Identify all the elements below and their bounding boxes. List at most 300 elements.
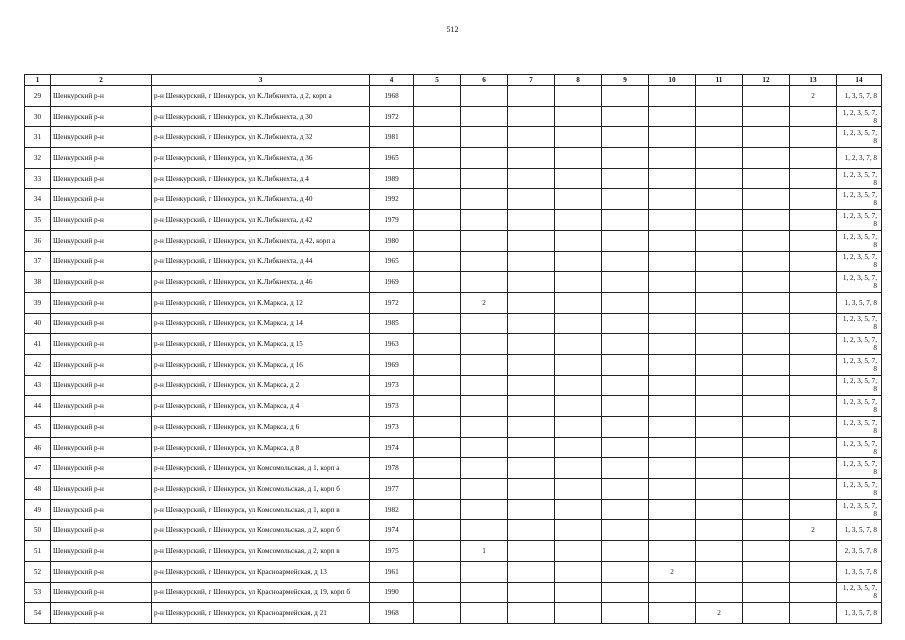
col13-cell — [790, 127, 837, 148]
empty-cell — [555, 230, 602, 251]
empty-cell — [555, 541, 602, 562]
year-cell: 1982 — [370, 499, 414, 520]
row-number: 41 — [25, 334, 51, 355]
col13-cell — [790, 272, 837, 293]
col10-cell — [649, 210, 696, 231]
codes-cell: 1, 2, 3, 5, 7, 8 — [837, 582, 882, 603]
empty-cell — [602, 417, 649, 438]
empty-cell — [555, 168, 602, 189]
year-cell: 1961 — [370, 561, 414, 582]
empty-cell — [414, 561, 461, 582]
district-cell: Шенкурский р-н — [51, 334, 152, 355]
address-cell: р-н Шенкурский, г Шенкурск, ул К.Либкнехта, д 44 — [152, 251, 370, 272]
row-number: 50 — [25, 520, 51, 541]
codes-cell: 1, 2, 3, 7, 8 — [837, 148, 882, 169]
codes-cell: 1, 2, 3, 5, 7, 8 — [837, 396, 882, 417]
table-row — [25, 230, 882, 251]
address-cell: р-н Шенкурский, г Шенкурск, ул К.Маркса, д 12 — [152, 292, 370, 313]
empty-cell — [414, 417, 461, 438]
col13-cell: 2 — [790, 86, 837, 107]
col6-cell — [461, 168, 508, 189]
address-cell: р-н Шенкурский, г Шенкурск, ул Красноармейская, д 21 — [152, 603, 370, 624]
empty-cell — [602, 210, 649, 231]
col6-cell — [461, 127, 508, 148]
col11-cell — [696, 582, 743, 603]
col6-cell: 1 — [461, 541, 508, 562]
table-row — [25, 251, 882, 272]
col10-cell — [649, 106, 696, 127]
col13-cell — [790, 189, 837, 210]
empty-cell — [508, 561, 555, 582]
empty-cell — [508, 375, 555, 396]
col6-cell — [461, 396, 508, 417]
empty-cell — [602, 520, 649, 541]
empty-cell — [555, 603, 602, 624]
empty-cell — [743, 417, 790, 438]
empty-cell — [508, 396, 555, 417]
column-header: 10 — [649, 75, 696, 86]
empty-cell — [743, 86, 790, 107]
col6-cell — [461, 561, 508, 582]
row-number: 31 — [25, 127, 51, 148]
empty-cell — [602, 313, 649, 334]
district-cell: Шенкурский р-н — [51, 127, 152, 148]
empty-cell — [602, 499, 649, 520]
empty-cell — [602, 437, 649, 458]
address-cell: р-н Шенкурский, г Шенкурск, ул К.Маркса, д 15 — [152, 334, 370, 355]
row-number: 53 — [25, 582, 51, 603]
empty-cell — [743, 272, 790, 293]
empty-cell — [508, 230, 555, 251]
col13-cell — [790, 458, 837, 479]
empty-cell — [555, 86, 602, 107]
col13-cell — [790, 561, 837, 582]
table-row — [25, 561, 882, 582]
address-cell: р-н Шенкурский, г Шенкурск, ул К.Маркса, д 2 — [152, 375, 370, 396]
col11-cell — [696, 313, 743, 334]
row-number: 43 — [25, 375, 51, 396]
empty-cell — [555, 437, 602, 458]
empty-cell — [508, 582, 555, 603]
table-row — [25, 417, 882, 438]
col13-cell: 2 — [790, 520, 837, 541]
empty-cell — [602, 272, 649, 293]
empty-cell — [743, 210, 790, 231]
column-header: 8 — [555, 75, 602, 86]
col6-cell — [461, 520, 508, 541]
col10-cell — [649, 251, 696, 272]
column-header: 13 — [790, 75, 837, 86]
table-row — [25, 437, 882, 458]
data-table — [24, 74, 882, 624]
row-number: 52 — [25, 561, 51, 582]
year-cell: 1972 — [370, 106, 414, 127]
col6-cell — [461, 417, 508, 438]
empty-cell — [508, 86, 555, 107]
empty-cell — [508, 354, 555, 375]
empty-cell — [508, 189, 555, 210]
col6-cell — [461, 189, 508, 210]
district-cell: Шенкурский р-н — [51, 499, 152, 520]
address-cell: р-н Шенкурский, г Шенкурск, ул К.Маркса, д 8 — [152, 437, 370, 458]
empty-cell — [508, 499, 555, 520]
year-cell: 1990 — [370, 582, 414, 603]
col10-cell — [649, 479, 696, 500]
col6-cell — [461, 334, 508, 355]
col13-cell — [790, 437, 837, 458]
codes-cell: 1, 2, 3, 5, 7, 8 — [837, 437, 882, 458]
col10-cell: 2 — [649, 561, 696, 582]
district-cell: Шенкурский р-н — [51, 86, 152, 107]
empty-cell — [414, 375, 461, 396]
district-cell: Шенкурский р-н — [51, 375, 152, 396]
empty-cell — [414, 541, 461, 562]
row-number: 48 — [25, 479, 51, 500]
col13-cell — [790, 334, 837, 355]
column-header: 11 — [696, 75, 743, 86]
district-cell: Шенкурский р-н — [51, 251, 152, 272]
column-header: 6 — [461, 75, 508, 86]
row-number: 44 — [25, 396, 51, 417]
col11-cell — [696, 210, 743, 231]
empty-cell — [743, 230, 790, 251]
empty-cell — [414, 520, 461, 541]
col13-cell — [790, 417, 837, 438]
empty-cell — [743, 375, 790, 396]
empty-cell — [414, 189, 461, 210]
col6-cell — [461, 499, 508, 520]
district-cell: Шенкурский р-н — [51, 520, 152, 541]
column-header: 2 — [51, 75, 152, 86]
empty-cell — [602, 230, 649, 251]
empty-cell — [602, 396, 649, 417]
empty-cell — [414, 272, 461, 293]
codes-cell: 1, 2, 3, 5, 7, 8 — [837, 375, 882, 396]
address-cell: р-н Шенкурский, г Шенкурск, ул К.Либкнехта, д 2, корп а — [152, 86, 370, 107]
empty-cell — [508, 272, 555, 293]
empty-cell — [508, 541, 555, 562]
row-number: 47 — [25, 458, 51, 479]
table-row — [25, 168, 882, 189]
col11-cell — [696, 230, 743, 251]
year-cell: 1981 — [370, 127, 414, 148]
col10-cell — [649, 541, 696, 562]
column-header: 7 — [508, 75, 555, 86]
column-header: 5 — [414, 75, 461, 86]
col10-cell — [649, 86, 696, 107]
col6-cell — [461, 251, 508, 272]
col10-cell — [649, 334, 696, 355]
address-cell: р-н Шенкурский, г Шенкурск, ул Красноармейская, д 19, корп б — [152, 582, 370, 603]
year-cell: 1969 — [370, 354, 414, 375]
col11-cell — [696, 437, 743, 458]
district-cell: Шенкурский р-н — [51, 354, 152, 375]
year-cell: 1975 — [370, 541, 414, 562]
empty-cell — [414, 230, 461, 251]
codes-cell: 1, 2, 3, 5, 7, 8 — [837, 168, 882, 189]
col11-cell — [696, 375, 743, 396]
empty-cell — [555, 106, 602, 127]
empty-cell — [508, 106, 555, 127]
empty-cell — [743, 499, 790, 520]
empty-cell — [508, 127, 555, 148]
col6-cell — [461, 603, 508, 624]
address-cell: р-н Шенкурский, г Шенкурск, ул Комсомольская, д 1, корп а — [152, 458, 370, 479]
table-row — [25, 375, 882, 396]
codes-cell: 1, 2, 3, 5, 7, 8 — [837, 499, 882, 520]
empty-cell — [555, 479, 602, 500]
district-cell: Шенкурский р-н — [51, 168, 152, 189]
address-cell: р-н Шенкурский, г Шенкурск, ул К.Либкнехта, д 4 — [152, 168, 370, 189]
address-cell: р-н Шенкурский, г Шенкурск, ул К.Либкнехта, д 32 — [152, 127, 370, 148]
empty-cell — [508, 292, 555, 313]
empty-cell — [743, 106, 790, 127]
codes-cell: 1, 2, 3, 5, 7, 8 — [837, 106, 882, 127]
empty-cell — [743, 437, 790, 458]
district-cell: Шенкурский р-н — [51, 458, 152, 479]
table-row — [25, 354, 882, 375]
empty-cell — [555, 127, 602, 148]
empty-cell — [508, 168, 555, 189]
empty-cell — [743, 561, 790, 582]
address-cell: р-н Шенкурский, г Шенкурск, ул К.Либкнехта, д 30 — [152, 106, 370, 127]
codes-cell: 2, 3, 5, 7, 8 — [837, 541, 882, 562]
col11-cell — [696, 86, 743, 107]
address-cell: р-н Шенкурский, г Шенкурск, ул К.Маркса, д 4 — [152, 396, 370, 417]
empty-cell — [414, 396, 461, 417]
codes-cell: 1, 3, 5, 7, 8 — [837, 561, 882, 582]
empty-cell — [414, 106, 461, 127]
empty-cell — [414, 499, 461, 520]
col11-cell — [696, 354, 743, 375]
col10-cell — [649, 396, 696, 417]
empty-cell — [555, 292, 602, 313]
empty-cell — [743, 168, 790, 189]
col10-cell — [649, 127, 696, 148]
year-cell: 1973 — [370, 396, 414, 417]
col11-cell — [696, 251, 743, 272]
col10-cell — [649, 437, 696, 458]
col6-cell — [461, 86, 508, 107]
year-cell: 1969 — [370, 272, 414, 293]
empty-cell — [602, 561, 649, 582]
table-row — [25, 292, 882, 313]
codes-cell: 1, 3, 5, 7, 8 — [837, 292, 882, 313]
table-row — [25, 148, 882, 169]
col11-cell — [696, 396, 743, 417]
year-cell: 1985 — [370, 313, 414, 334]
col11-cell — [696, 292, 743, 313]
col13-cell — [790, 210, 837, 231]
district-cell: Шенкурский р-н — [51, 106, 152, 127]
address-cell: р-н Шенкурский, г Шенкурск, ул К.Либкнехта, д 42, корп а — [152, 230, 370, 251]
district-cell: Шенкурский р-н — [51, 561, 152, 582]
empty-cell — [414, 603, 461, 624]
col6-cell — [461, 354, 508, 375]
table-row — [25, 210, 882, 231]
year-cell: 1974 — [370, 520, 414, 541]
table-row — [25, 106, 882, 127]
codes-cell: 1, 2, 3, 5, 7, 8 — [837, 334, 882, 355]
codes-cell: 1, 2, 3, 5, 7, 8 — [837, 479, 882, 500]
table-row — [25, 272, 882, 293]
empty-cell — [743, 189, 790, 210]
col6-cell — [461, 230, 508, 251]
row-number: 39 — [25, 292, 51, 313]
col11-cell — [696, 148, 743, 169]
col10-cell — [649, 230, 696, 251]
col11-cell — [696, 189, 743, 210]
col11-cell — [696, 168, 743, 189]
empty-cell — [602, 168, 649, 189]
district-cell: Шенкурский р-н — [51, 148, 152, 169]
row-number: 38 — [25, 272, 51, 293]
col6-cell — [461, 272, 508, 293]
empty-cell — [602, 458, 649, 479]
col11-cell: 2 — [696, 603, 743, 624]
empty-cell — [414, 354, 461, 375]
col6-cell — [461, 106, 508, 127]
year-cell: 1968 — [370, 86, 414, 107]
address-cell: р-н Шенкурский, г Шенкурск, ул К.Либкнехта, д 40 — [152, 189, 370, 210]
empty-cell — [602, 127, 649, 148]
col10-cell — [649, 148, 696, 169]
table-row — [25, 458, 882, 479]
empty-cell — [555, 396, 602, 417]
district-cell: Шенкурский р-н — [51, 189, 152, 210]
col6-cell — [461, 313, 508, 334]
year-cell: 1980 — [370, 230, 414, 251]
table-row — [25, 189, 882, 210]
empty-cell — [508, 313, 555, 334]
empty-cell — [508, 334, 555, 355]
col13-cell — [790, 375, 837, 396]
row-number: 33 — [25, 168, 51, 189]
empty-cell — [555, 582, 602, 603]
table-row — [25, 396, 882, 417]
codes-cell: 1, 2, 3, 5, 7, 8 — [837, 417, 882, 438]
empty-cell — [602, 375, 649, 396]
table-row — [25, 86, 882, 107]
codes-cell: 1, 3, 5, 7, 8 — [837, 603, 882, 624]
empty-cell — [555, 189, 602, 210]
row-number: 54 — [25, 603, 51, 624]
empty-cell — [414, 292, 461, 313]
codes-cell: 1, 2, 3, 5, 7, 8 — [837, 458, 882, 479]
district-cell: Шенкурский р-н — [51, 210, 152, 231]
col10-cell — [649, 354, 696, 375]
table-row — [25, 479, 882, 500]
empty-cell — [602, 189, 649, 210]
empty-cell — [414, 458, 461, 479]
empty-cell — [743, 313, 790, 334]
col10-cell — [649, 189, 696, 210]
year-cell: 1979 — [370, 210, 414, 231]
empty-cell — [602, 106, 649, 127]
empty-cell — [555, 210, 602, 231]
table-row — [25, 603, 882, 624]
col10-cell — [649, 520, 696, 541]
row-number: 35 — [25, 210, 51, 231]
district-cell: Шенкурский р-н — [51, 396, 152, 417]
year-cell: 1974 — [370, 437, 414, 458]
district-cell: Шенкурский р-н — [51, 603, 152, 624]
year-cell: 1989 — [370, 168, 414, 189]
row-number: 36 — [25, 230, 51, 251]
district-cell: Шенкурский р-н — [51, 437, 152, 458]
col10-cell — [649, 582, 696, 603]
col11-cell — [696, 561, 743, 582]
col11-cell — [696, 272, 743, 293]
empty-cell — [414, 127, 461, 148]
col13-cell — [790, 499, 837, 520]
column-header: 9 — [602, 75, 649, 86]
empty-cell — [743, 582, 790, 603]
codes-cell: 1, 2, 3, 5, 7, 8 — [837, 210, 882, 231]
col10-cell — [649, 272, 696, 293]
empty-cell — [602, 251, 649, 272]
col10-cell — [649, 375, 696, 396]
codes-cell: 1, 2, 3, 5, 7, 8 — [837, 272, 882, 293]
row-number: 32 — [25, 148, 51, 169]
row-number: 46 — [25, 437, 51, 458]
empty-cell — [555, 272, 602, 293]
empty-cell — [414, 148, 461, 169]
row-number: 49 — [25, 499, 51, 520]
address-cell: р-н Шенкурский, г Шенкурск, ул Комсомольская, д 2, корп б — [152, 520, 370, 541]
row-number: 37 — [25, 251, 51, 272]
empty-cell — [743, 479, 790, 500]
year-cell: 1973 — [370, 417, 414, 438]
table-row — [25, 313, 882, 334]
empty-cell — [743, 520, 790, 541]
year-cell: 1972 — [370, 292, 414, 313]
row-number: 51 — [25, 541, 51, 562]
table-row — [25, 520, 882, 541]
district-cell: Шенкурский р-н — [51, 272, 152, 293]
col13-cell — [790, 230, 837, 251]
empty-cell — [555, 251, 602, 272]
district-cell: Шенкурский р-н — [51, 582, 152, 603]
col13-cell — [790, 603, 837, 624]
col13-cell — [790, 313, 837, 334]
address-cell: р-н Шенкурский, г Шенкурск, ул Комсомольская, д 1, корп в — [152, 499, 370, 520]
empty-cell — [508, 251, 555, 272]
row-number: 42 — [25, 354, 51, 375]
empty-cell — [414, 210, 461, 231]
empty-cell — [555, 334, 602, 355]
col13-cell — [790, 251, 837, 272]
empty-cell — [743, 292, 790, 313]
codes-cell: 1, 2, 3, 5, 7, 8 — [837, 127, 882, 148]
col6-cell — [461, 458, 508, 479]
col13-cell — [790, 354, 837, 375]
col10-cell — [649, 313, 696, 334]
empty-cell — [602, 148, 649, 169]
empty-cell — [743, 127, 790, 148]
address-cell: р-н Шенкурский, г Шенкурск, ул К.Либкнехта, д 42 — [152, 210, 370, 231]
col13-cell — [790, 396, 837, 417]
col11-cell — [696, 520, 743, 541]
empty-cell — [508, 148, 555, 169]
col10-cell — [649, 499, 696, 520]
empty-cell — [414, 313, 461, 334]
address-cell: р-н Шенкурский, г Шенкурск, ул К.Маркса, д 6 — [152, 417, 370, 438]
empty-cell — [508, 603, 555, 624]
empty-cell — [555, 417, 602, 438]
row-number: 34 — [25, 189, 51, 210]
codes-cell: 1, 2, 3, 5, 7, 8 — [837, 189, 882, 210]
